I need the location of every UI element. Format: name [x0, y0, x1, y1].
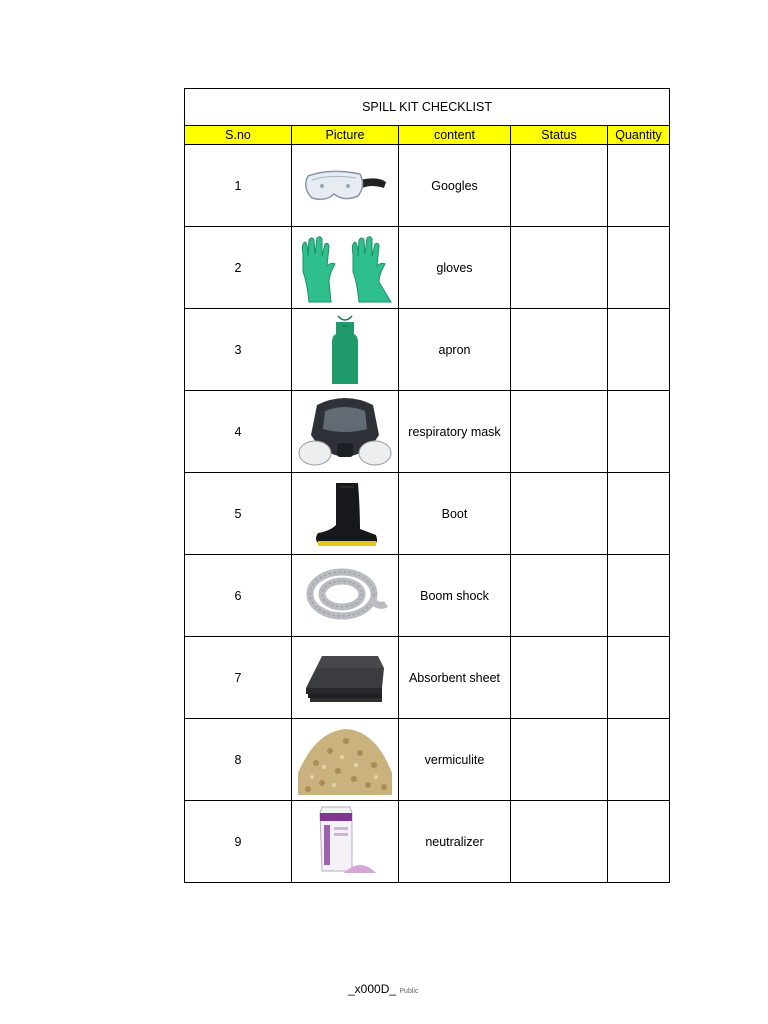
row-content: respiratory mask: [399, 391, 511, 473]
row-sno: 3: [185, 309, 292, 391]
row-status[interactable]: [511, 227, 608, 309]
row-sno: 2: [185, 227, 292, 309]
row-quantity[interactable]: [608, 801, 670, 883]
row-picture: [292, 227, 399, 309]
vermiculite-image: [296, 723, 394, 797]
header-picture: Picture: [292, 126, 399, 145]
row-content: neutralizer: [399, 801, 511, 883]
respiratory-mask-image: [297, 395, 393, 469]
row-content: Boom shock: [399, 555, 511, 637]
row-picture: [292, 801, 399, 883]
row-sno: 9: [185, 801, 292, 883]
table-row: [185, 145, 670, 227]
footer-classification: Public: [399, 988, 419, 995]
row-sno: 5: [185, 473, 292, 555]
row-quantity[interactable]: [608, 309, 670, 391]
row-quantity[interactable]: [608, 637, 670, 719]
footer-code: _x000D_: [348, 982, 397, 996]
row-picture: [292, 637, 399, 719]
header-sno: S.no: [185, 126, 292, 145]
title-row: [185, 89, 670, 126]
header-row: [185, 126, 670, 145]
row-status[interactable]: [511, 309, 608, 391]
table-row: [185, 637, 670, 719]
row-status[interactable]: [511, 473, 608, 555]
row-quantity[interactable]: [608, 555, 670, 637]
row-quantity[interactable]: [608, 719, 670, 801]
table-row: [185, 719, 670, 801]
footer: [348, 982, 418, 996]
row-status[interactable]: [511, 555, 608, 637]
row-quantity[interactable]: [608, 391, 670, 473]
table-row: [185, 473, 670, 555]
neutralizer-image: [310, 805, 380, 879]
boom-sock-image: [300, 564, 390, 628]
row-content: Absorbent sheet: [399, 637, 511, 719]
table-row: [185, 555, 670, 637]
header-status: Status: [511, 126, 608, 145]
row-sno: 1: [185, 145, 292, 227]
table-row: [185, 391, 670, 473]
row-picture: [292, 473, 399, 555]
row-status[interactable]: [511, 719, 608, 801]
absorbent-sheet-image: [302, 650, 388, 706]
row-status[interactable]: [511, 391, 608, 473]
row-content: gloves: [399, 227, 511, 309]
row-sno: 4: [185, 391, 292, 473]
row-picture: [292, 719, 399, 801]
row-sno: 6: [185, 555, 292, 637]
table-row: [185, 227, 670, 309]
header-content: content: [399, 126, 511, 145]
row-status[interactable]: [511, 637, 608, 719]
row-picture: [292, 555, 399, 637]
row-content: apron: [399, 309, 511, 391]
spill-kit-checklist-table: [184, 88, 670, 883]
row-status[interactable]: [511, 145, 608, 227]
checklist-title: SPILL KIT CHECKLIST: [185, 89, 670, 126]
row-quantity[interactable]: [608, 227, 670, 309]
row-picture: [292, 309, 399, 391]
row-quantity[interactable]: [608, 145, 670, 227]
goggles-image: [300, 166, 390, 206]
row-picture: [292, 145, 399, 227]
apron-image: [320, 314, 370, 386]
table-row: [185, 801, 670, 883]
row-content: Googles: [399, 145, 511, 227]
gloves-image: [295, 232, 395, 304]
row-content: Boot: [399, 473, 511, 555]
row-status[interactable]: [511, 801, 608, 883]
row-content: vermiculite: [399, 719, 511, 801]
header-quantity: Quantity: [608, 126, 670, 145]
row-picture: [292, 391, 399, 473]
row-quantity[interactable]: [608, 473, 670, 555]
row-sno: 8: [185, 719, 292, 801]
table-row: [185, 309, 670, 391]
row-sno: 7: [185, 637, 292, 719]
boot-image: [310, 479, 380, 549]
